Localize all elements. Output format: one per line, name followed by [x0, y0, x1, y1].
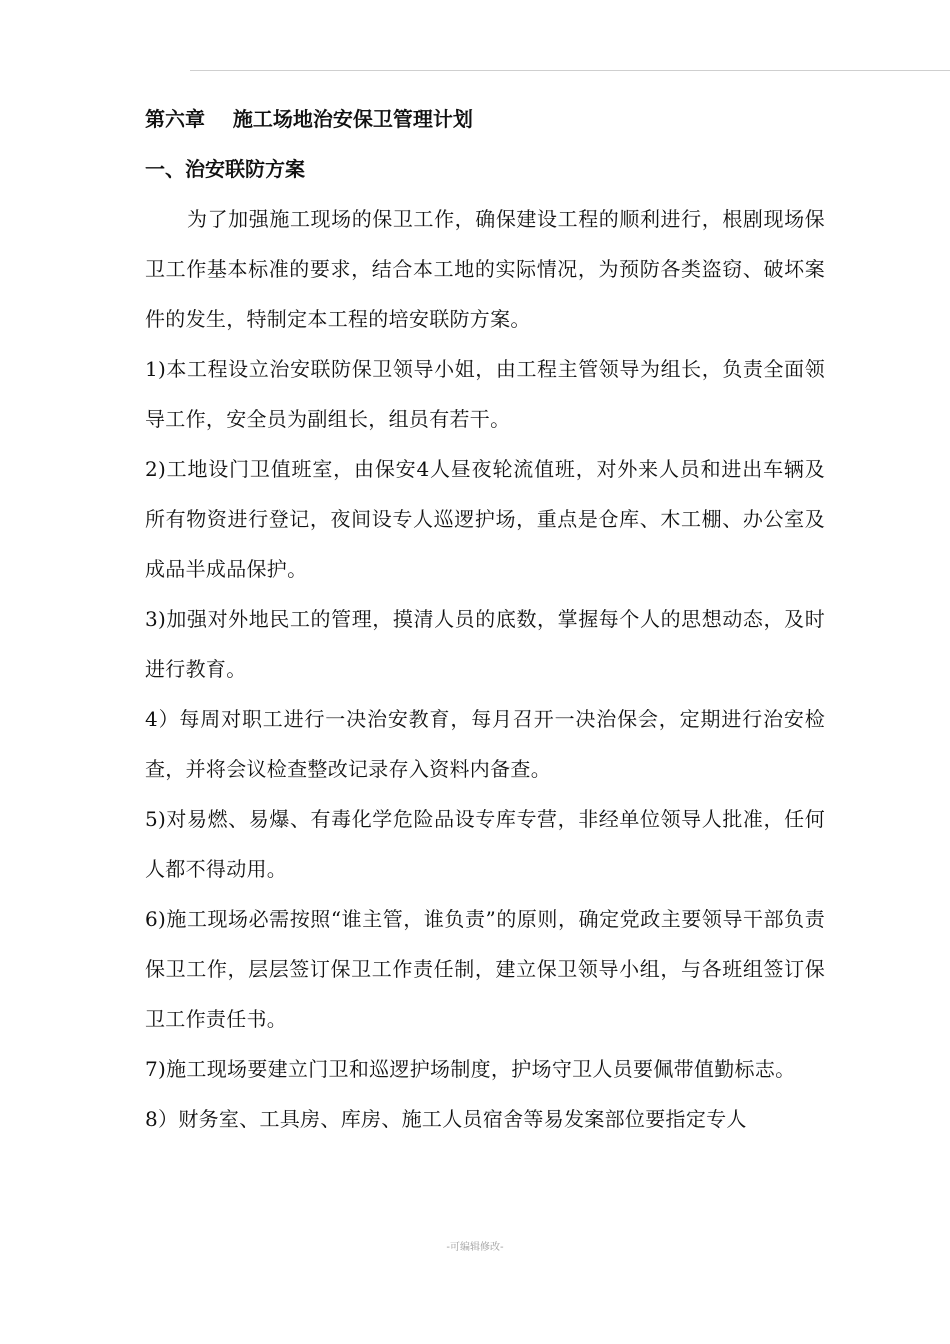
list-item-5: 5)对易燃、易爆、有毒化学危险品设专库专营，非经单位领导人批准，任何人都不得动用。	[145, 807, 825, 881]
list-item-2: 2)工地设门卫值班室，由保安4人昼夜轮流值班，对外来人员和进出车辆及所有物资进行登记，夜间设专人巡逻护场，重点是仓库、木工棚、办公室及成品半成品保护。	[145, 457, 825, 581]
list-item-4: 4）每周对职工进行一决治安教育，每月召开一决治保会，定期进行治安检查，并将会议检查整改记录存入资料内备查。	[145, 707, 825, 781]
chapter-title: 第六章 施工场地治安保卫管理计划	[145, 107, 473, 131]
document-body	[145, 94, 825, 1144]
list-item-6: 6)施工现场必需按照“谁主管，谁负责”的原则，确定党政主要领导干部负责保卫工作，层层签订保卫工作责任制，建立保卫领导小组，与各班组签订保卫工作责任书。	[145, 907, 825, 1031]
page-footer: -可编辑修改-	[446, 1242, 504, 1253]
list-item-8: 8）财务室、工具房、库房、施工人员宿舍等易发案部位要指定专人	[145, 1107, 747, 1131]
list-item-3: 3)加强对外地民工的管理，摸清人员的底数，掌握每个人的思想动态，及时进行教育。	[145, 607, 825, 681]
intro-paragraph: 为了加强施工现场的保卫工作，确保建设工程的顺利进行，根剧现场保卫工作基本标准的要求，结合本工地的实际情况，为预防各类盗窃、破坏案件的发生，特制定本工程的培安联防方案。	[145, 207, 825, 331]
list-item-1: 1)本工程设立治安联防保卫领导小姐，由工程主管领导为组长，负责全面领导工作，安全员为副组长，组员有若干。	[145, 357, 825, 431]
header-rule	[190, 70, 950, 71]
section-title: 一、治安联防方案	[145, 157, 305, 181]
list-item-7: 7)施工现场要建立门卫和巡逻护场制度，护场守卫人员要佩带值勤标志。	[145, 1057, 796, 1081]
